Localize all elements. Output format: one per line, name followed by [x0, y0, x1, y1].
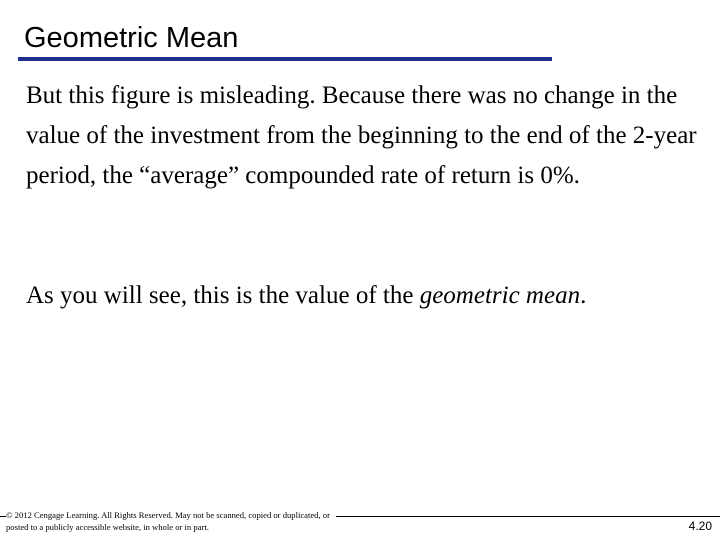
body-paragraph-geometric-mean — [26, 276, 706, 316]
geometric-mean-term: geometric mean — [419, 282, 581, 309]
paragraph-lead-text: As you will see, this is the value of the — [26, 282, 420, 309]
body-paragraph-misleading: But this figure is misleading. Because there was no change in the value of the investment from the beginning to the end of the 2-year period, the “average” compounded rate of return is 0%. — [26, 82, 697, 189]
title-underline — [18, 57, 552, 61]
copyright-notice: © 2012 Cengage Learning. All Rights Reserved. May not be scanned, copied or duplicated, or posted to a publicly accessible website, in whole or in part. — [6, 509, 336, 533]
paragraph-end-punctuation: . — [580, 282, 587, 309]
slide-number: 4.20 — [688, 519, 712, 533]
slide-title: Geometric Mean — [24, 22, 239, 54]
